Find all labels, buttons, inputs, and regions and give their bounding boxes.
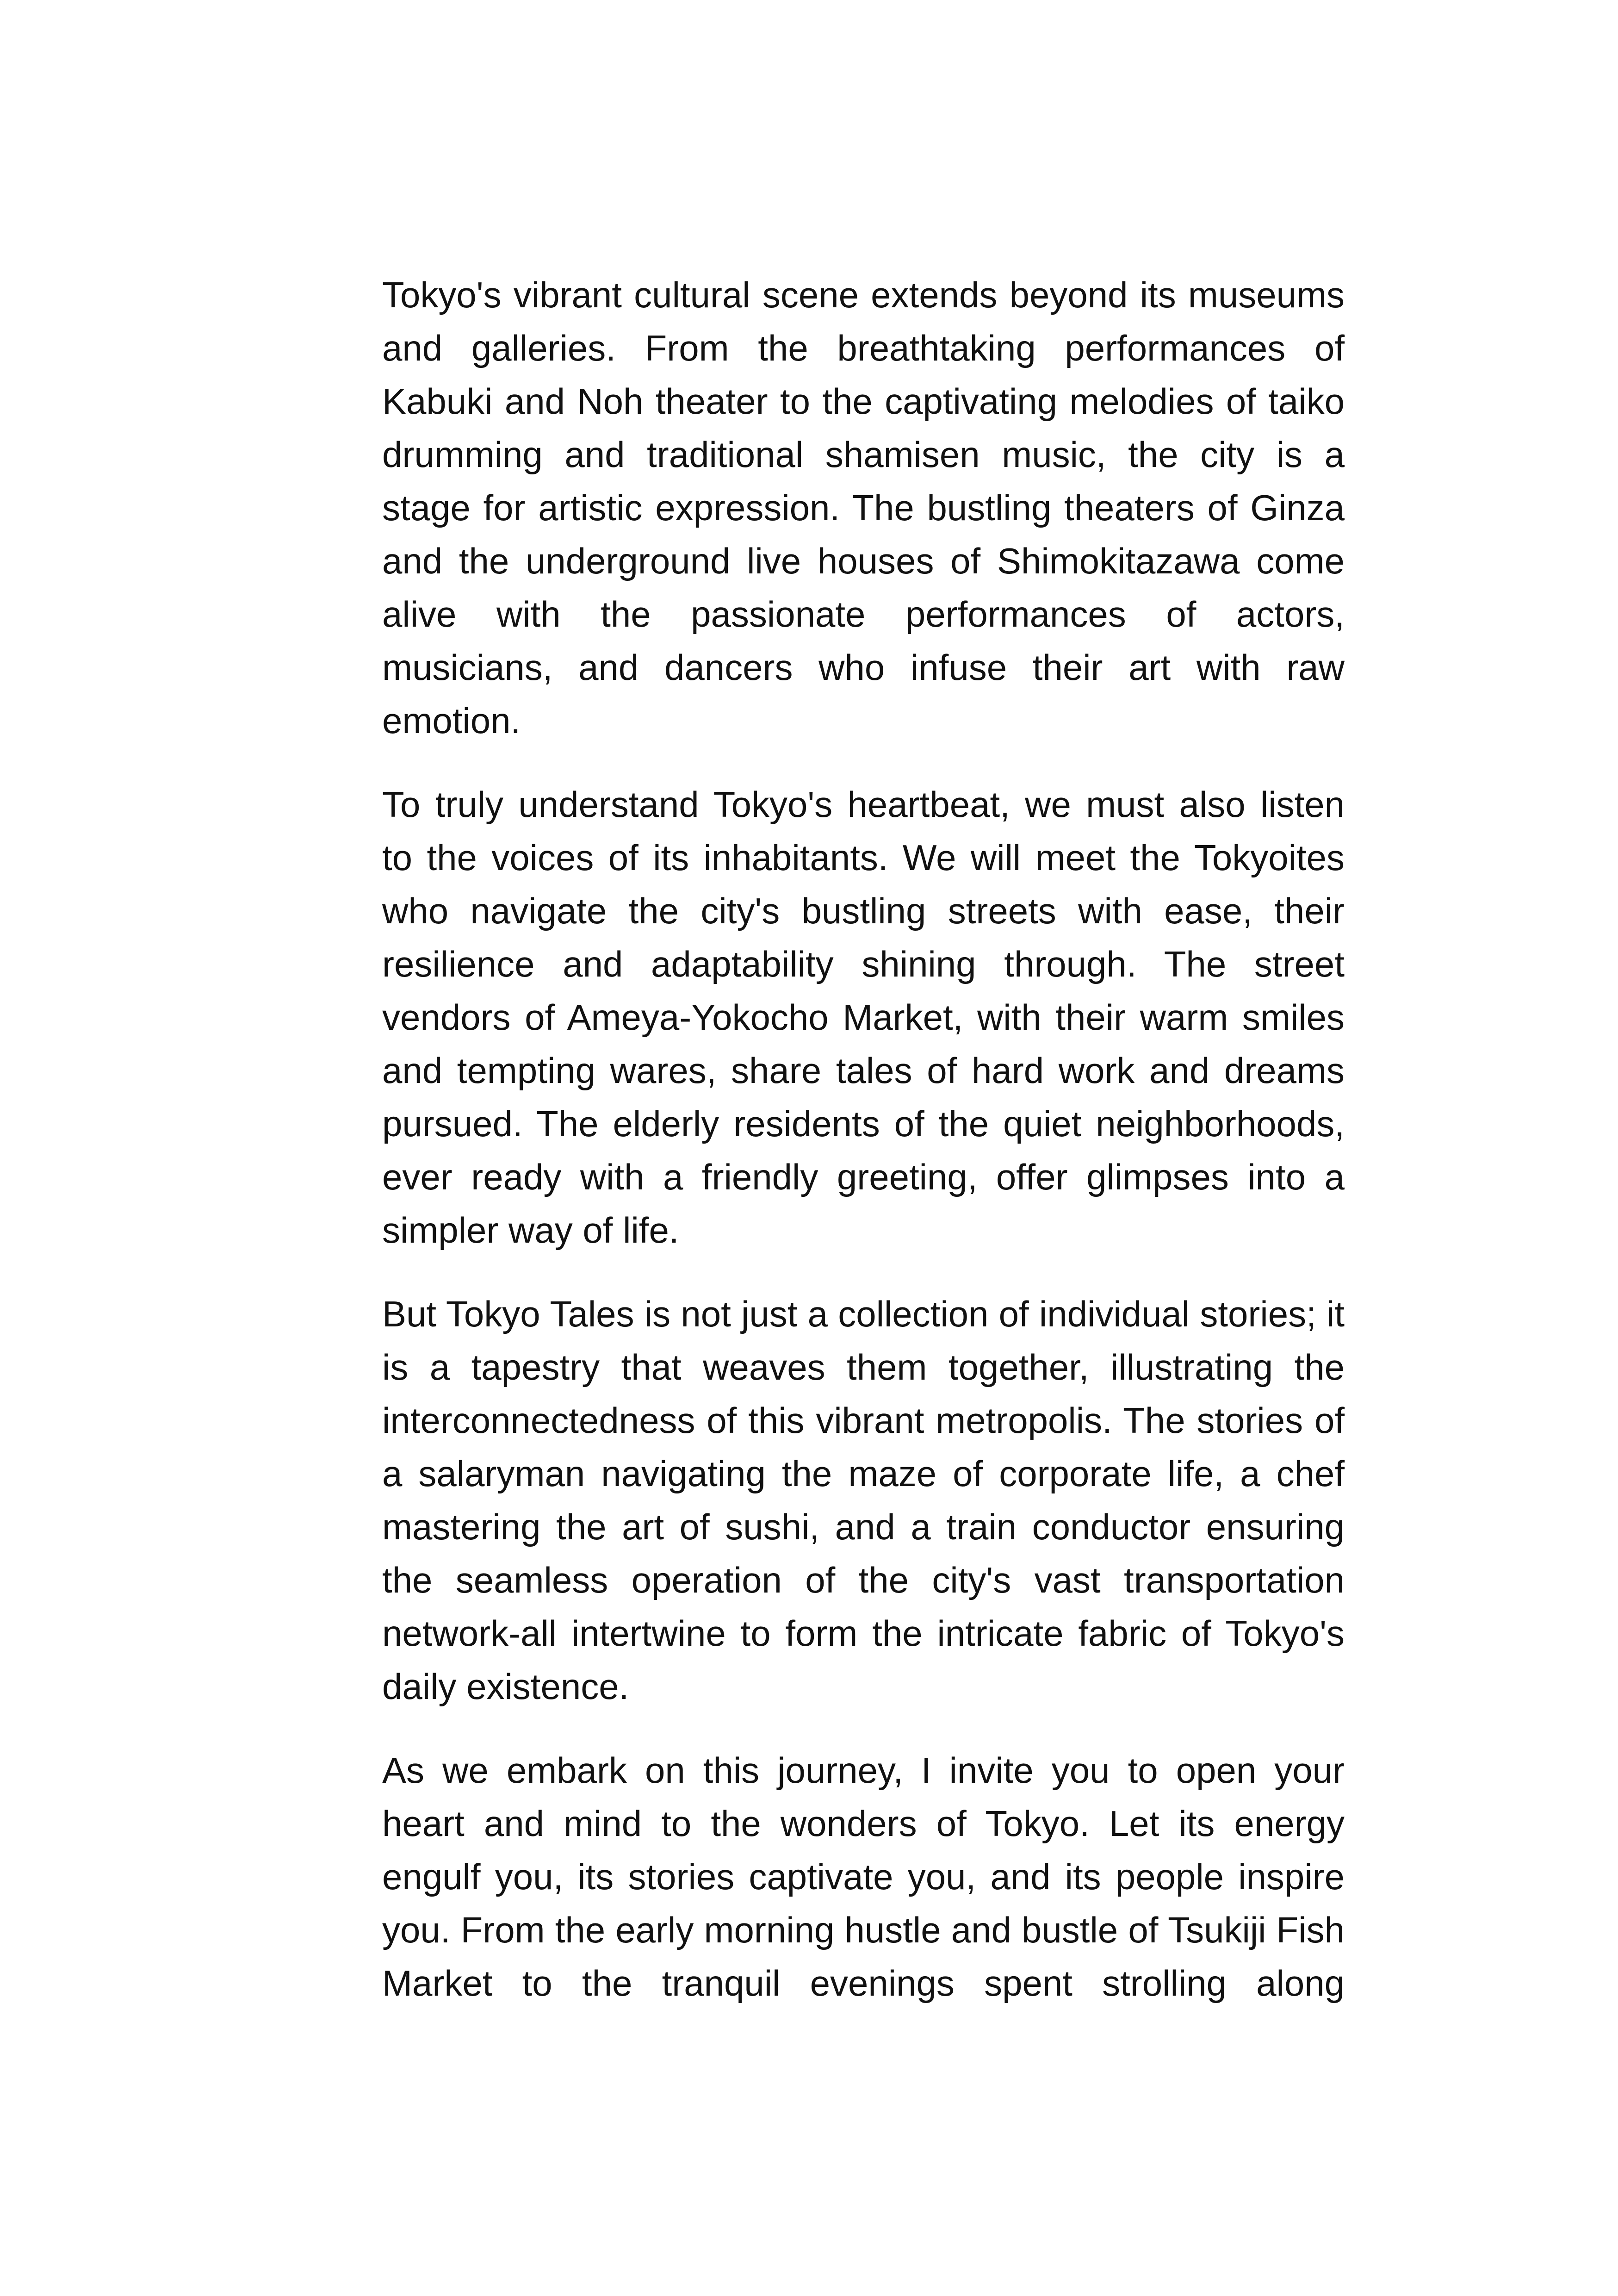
paragraph-cultural-scene: Tokyo's vibrant cultural scene extends beyond its museums and galleries. From the breathtaking performances of Kabuki and Noh theater to the captivating melodies of taiko drumming and traditional shamisen music, the city is a stage for artistic expression. The bustling theaters of Ginza and the underground live houses of Shimokitazawa come alive with the passionate performances of actors, musicians, and dancers who infuse their art with raw emotion. — [382, 274, 1345, 741]
paragraph-inhabitants: To truly understand Tokyo's heartbeat, we must also listen to the voices of its inhabitants. We will meet the Tokyoites who navigate the city's bustling streets with ease, their resilience and adaptability shining through. The street vendors of Ameya-Yokocho Market, with their warm smiles and tempting wares, share tales of hard work and dreams pursued. The elderly residents of the quiet neighborhoods, ever ready with a friendly greeting, offer glimpses into a simpler way of life. — [382, 784, 1345, 1251]
body-text — [382, 268, 1345, 2041]
paragraph-tapestry: But Tokyo Tales is not just a collection of individual stories; it is a tapestry that weaves them together, illustrating the interconnectedness of this vibrant metropolis. The stories of a salaryman navigating the maze of corporate life, a chef mastering the art of sushi, and a train conductor ensuring the seamless operation of the city's vast transportation network-all intertwine to form the intricate fabric of Tokyo's daily existence. — [382, 1294, 1345, 1707]
paragraph-journey: As we embark on this journey, I invite you to open your heart and mind to the wonders of Tokyo. Let its energy engulf you, its stories captivate you, and its people inspire you. From the early morning hustle and bustle of Tsukiji Fish Market to the tranquil evenings spent strolling along — [382, 1750, 1345, 2004]
